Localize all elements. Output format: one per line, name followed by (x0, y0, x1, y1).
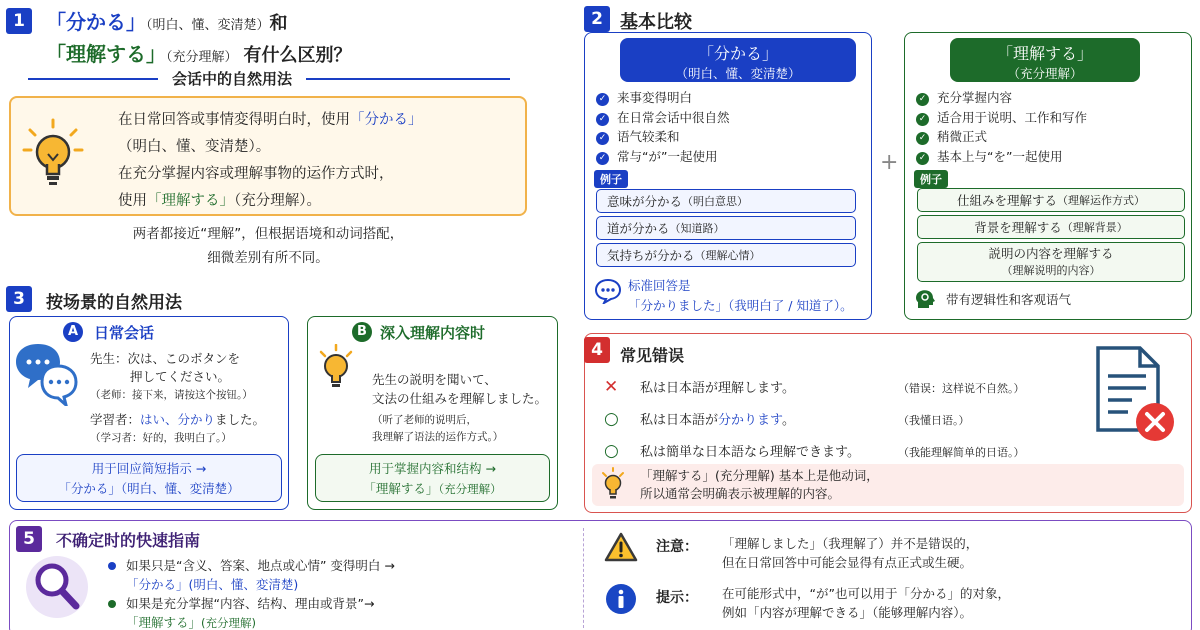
rikai-header-sub: （充分理解） (1007, 66, 1083, 81)
wakaru-header-sub: （明白、懂、変清楚） (675, 66, 801, 81)
dialogue-line: 先生：次は、このボタンを (90, 351, 241, 366)
guide-divider (583, 528, 584, 628)
rikai-point-text: 稍微正式 (937, 129, 988, 144)
dialogue-line (90, 411, 265, 429)
lightbulb-icon (600, 467, 626, 501)
wakaru-example-tag: 例子 (594, 170, 628, 188)
note-line-2: 细微差别有所不同。 (207, 250, 329, 266)
learner-mashita: ました。 (215, 412, 266, 427)
quick-guide-bullets (108, 556, 395, 630)
wakaru-example (596, 243, 856, 267)
section-1-note (9, 222, 527, 270)
example-cn: （理解背景） (1061, 221, 1128, 234)
dialogue-gloss: （老师：接下来，请按这个按钮。） (90, 389, 253, 401)
info-line-2: 例如「内容が理解できる」（能够理解内容）。 (722, 605, 973, 620)
rikai-header (950, 38, 1140, 82)
correct-mark-icon: ○ (604, 409, 619, 429)
section-2-number: 2 (584, 6, 610, 32)
tip-line-2: 所以通常会明确表示被理解的内容。 (640, 486, 841, 501)
section-3-title: 按场景的自然用法 (46, 293, 182, 313)
check-icon: ✓ (916, 113, 929, 126)
lightbulb-icon (316, 344, 356, 392)
example-jp: 仕組みを理解する (956, 193, 1057, 208)
learner-label: 学習者： (90, 412, 141, 427)
brain-head-icon (914, 288, 936, 310)
dialogue-line: 文法の仕組みを理解しました。 (372, 391, 548, 406)
dialogue-gloss: （听了老师的说明后， (372, 414, 477, 426)
section-2-title: 基本比较 (620, 12, 692, 33)
section-1-title-line1 (46, 6, 288, 35)
info-icon (605, 583, 637, 615)
wakaru-header-title: 「分かる」 (697, 44, 778, 63)
std-wakarimashita: 「分かりました」 (628, 298, 729, 313)
std-line-2 (628, 296, 853, 316)
footer-line-1: 用于掌握内容和结构 → (369, 461, 496, 476)
example-cn: （知道路） (669, 222, 725, 235)
warning-label: 注意： (656, 539, 698, 555)
example-jp: 説明の内容を理解する (988, 246, 1114, 261)
dialogue-gloss: （学习者：好的，我明白了。） (90, 432, 232, 444)
footer-rikai-gloss: （充分理解） (438, 482, 502, 496)
lightbulb-icon (22, 118, 84, 190)
title-wakaru-gloss: （明白、懂、変清楚） (146, 18, 270, 33)
mistake-jp: 私は日本語が (640, 413, 719, 428)
tip-rikai: 「理解する」 (147, 193, 234, 209)
document-error-icon (1092, 344, 1176, 442)
mistake-cn: （我能理解简单的日语。） (898, 446, 1025, 459)
section-4-number: 4 (584, 337, 610, 363)
example-cn: （理解心情） (694, 249, 761, 262)
rikai-example (917, 188, 1185, 212)
rikai-point-text: 适合用于说明、工作和写作 (937, 109, 1088, 125)
bullet-dot (108, 562, 116, 570)
std-line-1: 标准回答是 (628, 278, 691, 293)
section-4-title: 常见错误 (620, 346, 685, 365)
chat-bubbles-icon (14, 340, 78, 406)
wrong-mark-icon: ✕ (604, 377, 619, 397)
check-icon: ✓ (916, 152, 929, 165)
tip-line-1 (118, 107, 423, 134)
wakaru-example (596, 189, 856, 213)
mistake-cn: （我懂日语。） (898, 414, 970, 427)
wakaru-point (596, 147, 730, 167)
tip-line-1-text: 在日常回答或事情変得明白时，使用 (118, 112, 350, 128)
tip-line-1: 「理解する」(充分理解) 基本上是他动词， (640, 468, 879, 483)
rikai-point (916, 127, 1087, 147)
correct-mark-icon: ○ (604, 441, 619, 461)
wakaru-point-text: 常与“が”一起使用 (617, 148, 718, 164)
rikai-note: 带有逻辑性和客观语气 (946, 292, 1072, 307)
mistake-jp: 私は日本語が理解します。 (640, 381, 795, 396)
mistake-cn: （错误：这样说不自然。） (898, 382, 1025, 395)
section-5-number: 5 (16, 526, 42, 552)
check-icon: ✓ (916, 132, 929, 145)
section-1-subtitle: 会话中的自然用法 (158, 68, 306, 89)
section-1-title-line2 (46, 38, 352, 67)
wakaru-point-text: 来事変得明白 (617, 90, 693, 105)
wakaru-points (596, 88, 730, 166)
mistake-row (604, 404, 1025, 436)
rikai-point (916, 108, 1087, 128)
scene-a-dialogue (90, 350, 265, 447)
tip-text (118, 107, 423, 215)
title-rikai: 「理解する」 (46, 42, 166, 66)
example-cn: （明白意思） (682, 195, 749, 208)
rikai-point (916, 147, 1087, 167)
rikai-point-text: 充分掌握内容 (937, 90, 1013, 105)
tip-wakaru: 「分かる」 (350, 112, 423, 128)
tip-line-2: （明白、懂、变清楚）。 (118, 139, 271, 155)
footer-line-2: 「分かる」（明白、懂、変清楚） (58, 481, 240, 496)
dialogue-gloss: 我理解了语法的运作方式。） (372, 431, 504, 443)
wakaru-point (596, 108, 730, 128)
title-rikai-gloss: （充分理解） (166, 50, 238, 65)
check-icon: ✓ (596, 113, 609, 126)
footer-line-1: 用于回应简短指示 → (91, 461, 207, 476)
mistake-jp-end: 。 (781, 413, 795, 428)
guide-bullet-1-text: 如果只是“含义、答案、地点或心情” 变得明白 → (126, 558, 395, 573)
speech-bubble-icon (594, 278, 622, 304)
footer-line-2 (316, 479, 549, 499)
title-question: 有什么区别？ (243, 45, 352, 66)
guide-bullet-2-result (108, 613, 395, 630)
rikai-point (916, 88, 1087, 108)
wakaru-header (620, 38, 856, 82)
rikai-example (917, 242, 1185, 282)
guide-bullet-2 (108, 594, 395, 613)
mistake-rows (604, 372, 1025, 468)
check-icon: ✓ (596, 132, 609, 145)
example-cn: （理解说明的内容） (1001, 264, 1101, 277)
wakaru-standard-answer (628, 276, 853, 316)
scene-a-footer (16, 454, 282, 502)
learner-wakari: はい、分かり (140, 412, 216, 427)
mistake-jp-highlight: 分かります (718, 413, 782, 428)
rikai-example (917, 215, 1185, 239)
title-and: 和 (269, 13, 288, 34)
section-1-number: 1 (6, 8, 32, 34)
example-jp: 背景を理解する (974, 220, 1062, 235)
mistake-jp: 私は簡単な日本語なら理解できます。 (640, 445, 860, 460)
wakaru-point (596, 88, 730, 108)
info-line-1: 在可能形式中，“が”也可以用于「分かる」的对象， (722, 586, 1010, 601)
example-jp: 意味が分かる (607, 194, 683, 209)
magnifier-icon (32, 560, 82, 612)
tip-line-4 (118, 188, 423, 215)
note-line-1: 两者都接近“理解”，但根据语境和动词搭配， (132, 226, 404, 242)
rikai-points (916, 88, 1087, 166)
check-icon: ✓ (596, 152, 609, 165)
example-jp: 道が分かる (607, 221, 670, 236)
scene-a-badge: A (63, 322, 83, 342)
title-wakaru: 「分かる」 (46, 10, 146, 34)
std-gloss: （我明白了 / 知道了）。 (728, 298, 853, 313)
warning-line-1: 「理解しました」（我理解了）并不是错误的， (722, 536, 979, 551)
section-3-number: 3 (6, 286, 32, 312)
guide-bullet-1-result: 「分かる」(明白、懂、変清楚) (126, 577, 299, 592)
warning-icon (604, 532, 638, 562)
footer-rikai: 「理解する」 (363, 481, 439, 496)
warning-line-2: 但在日常回答中可能会显得有点正式或生硬。 (722, 555, 973, 570)
wakaru-example (596, 216, 856, 240)
section-5-title: 不确定时的快速指南 (56, 531, 201, 550)
wakaru-point (596, 127, 730, 147)
tip-rikai-gloss: （充分理解）。 (234, 193, 321, 209)
warning-text (722, 534, 978, 572)
mistakes-tip-text (640, 467, 879, 503)
guide-bullet-1 (108, 556, 395, 575)
wakaru-point-text: 语气较柔和 (617, 129, 680, 144)
mistake-row (604, 372, 1025, 404)
scene-b-footer (315, 454, 550, 502)
info-label: 提示： (656, 590, 698, 606)
bullet-dot (108, 600, 116, 608)
tip-line-4-text: 使用 (118, 193, 147, 209)
scene-b-title: 深入理解内容时 (380, 324, 486, 342)
scene-a-title: 日常会话 (94, 324, 155, 342)
tip-line-3: 在充分掌握内容或理解事物的运作方式时， (118, 166, 394, 182)
dialogue-line: 押してください。 (130, 369, 231, 384)
guide-rikai: 「理解する」 (126, 615, 202, 630)
scene-b-dialogue (372, 370, 547, 446)
guide-rikai-gloss: (充分理解) (201, 616, 256, 630)
dialogue-line: 先生の説明を聞いて、 (372, 372, 497, 387)
wakaru-point-text: 在日常会话中很自然 (617, 109, 730, 125)
example-cn: （理解运作方式） (1057, 194, 1145, 207)
guide-bullet-2-text: 如果是充分掌握“内容、结构、理由或背景”→ (126, 596, 375, 611)
rikai-header-title: 「理解する」 (996, 44, 1093, 63)
scene-b-badge: B (352, 322, 372, 342)
check-icon: ✓ (596, 93, 609, 106)
rikai-point-text: 基本上与“を”一起使用 (937, 148, 1063, 164)
check-icon: ✓ (916, 93, 929, 106)
plus-sign: + (880, 150, 899, 175)
example-jp: 気持ちが分かる (607, 248, 695, 263)
rikai-example-tag: 例子 (914, 170, 948, 188)
info-text (722, 584, 1010, 622)
